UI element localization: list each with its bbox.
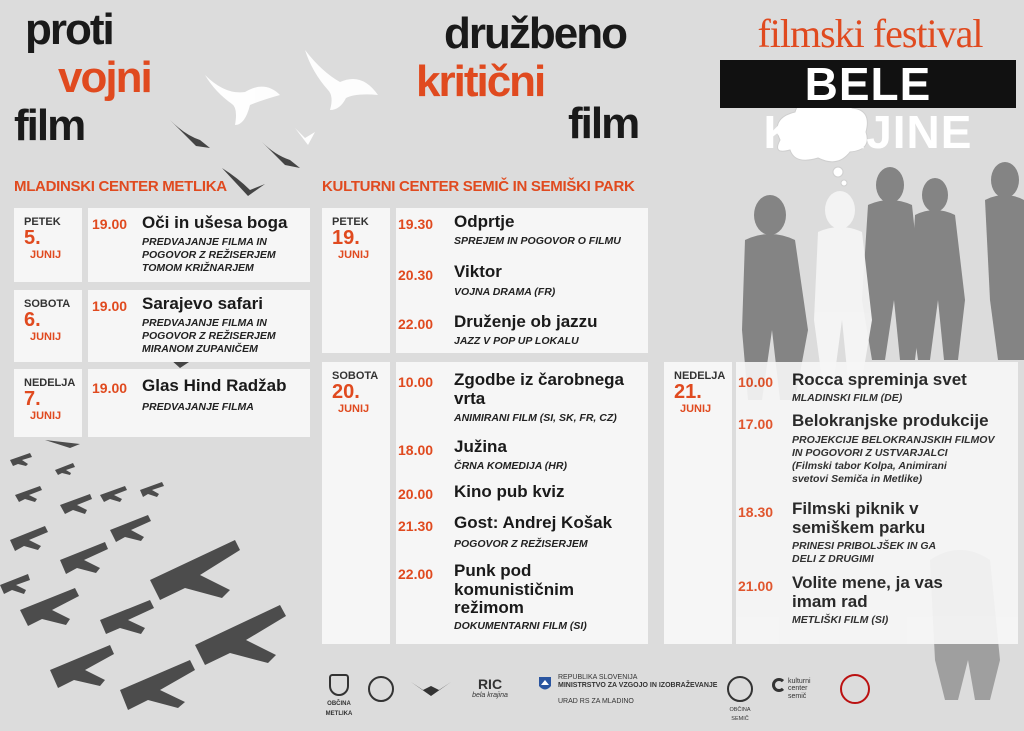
stamp-icon [840,674,870,704]
event-title: Rocca spreminja svet [792,370,967,389]
day-card [322,208,390,353]
event-description: PREDVAJANJE FILMA IN POGOVOR Z REŽISERJEM MIRANOM ZUPANIČEM [142,317,276,356]
event-time: 20.30 [398,267,434,283]
event-description: ANIMIRANI FILM (SI, SK, FR, CZ) [454,412,617,424]
wings-icon [409,676,453,702]
logo-republika: REPUBLIKA SLOVENIJA [558,674,638,681]
event-time: 10.00 [738,374,774,390]
event-time: 21.30 [398,518,434,534]
event-title: Druženje ob jazzu [454,312,598,331]
event-title: Sarajevo safari [142,294,263,313]
plane-icon [120,660,195,710]
event-description: POGOVOR Z REŽISERJEM [454,538,588,550]
logo-label: OBČINA METLIKA [325,701,353,717]
event-description: DOKUMENTARNI FILM (SI) [454,620,587,632]
event-description: PRINESI PRIBOLJŠEK IN GA DELI Z DRUGIMI [792,540,937,566]
day-name: PETEK [332,216,369,228]
day-card [14,290,82,362]
plane-icon [20,588,79,626]
day-card [14,208,82,282]
festival-title: filmski festival [757,11,983,56]
event-time: 18.00 [398,442,434,458]
event-time: 19.00 [92,298,128,314]
plane-icon [110,515,151,542]
day-name: SOBOTA [332,370,379,382]
event-time: 22.00 [398,566,434,582]
day-name: SOBOTA [24,298,71,310]
event-card [88,208,310,282]
title-word: kritični [416,57,545,106]
event-title: Filmski piknik v semiškem parku [792,499,926,537]
plane-icon [55,463,75,475]
day-month: JUNIJ [338,403,370,415]
event-card [88,369,310,437]
ornament-icon [368,676,394,702]
plane-icon [0,574,30,594]
event-title: Volite mene, ja vas imam rad [792,573,943,611]
day-month: JUNIJ [30,249,62,261]
plane-icon [45,440,80,448]
logo-obcina-semic [722,676,758,723]
logo-text: kulturni center semič [788,678,811,700]
event-description: SPREJEM IN POGOVOR O FILMU [454,235,621,247]
logo-text: RIC [477,676,503,692]
event-description: JAZZ V POP UP LOKALU [454,335,579,347]
plane-icon [60,542,108,574]
dark-bird-icon [222,168,265,196]
logo-urad: URAD RS ZA MLADINO [558,698,634,706]
day-month: JUNIJ [680,403,712,415]
plane-icon [100,486,127,502]
event-card [88,290,310,362]
white-bird-icon [295,128,315,145]
white-bird-icon [205,75,280,125]
event-time: 21.00 [738,578,774,594]
logo-ministry [538,674,718,706]
event-title: Gost: Andrej Košak [454,513,613,532]
plane-icon [15,486,42,502]
event-time: 18.30 [738,504,774,520]
c-icon [772,678,786,692]
dark-bird-icon [170,120,210,148]
plane-icon [50,645,114,688]
day-name: NEDELJA [674,370,726,382]
logo-ric [470,676,510,700]
title-word: film [568,99,639,148]
event-title: Viktor [454,262,502,281]
event-time: 19.00 [92,216,128,232]
plane-icon [60,494,92,514]
day-month: JUNIJ [30,410,62,422]
day-number: 5. [24,227,41,249]
event-title: Odprtje [454,212,515,231]
event-list [736,362,1018,644]
title-word: film [14,101,85,150]
logo-label: OBČINA SEMIČ [729,707,751,723]
event-description: ČRNA KOMEDIJA (HR) [454,460,567,472]
event-description: PREDVAJANJE FILMA [142,401,254,413]
event-time: 20.00 [398,486,434,502]
slovenia-crest-icon [538,676,552,694]
title-word: vojni [58,53,151,102]
event-time: 17.00 [738,416,774,432]
plane-icon [10,453,32,466]
event-description: METLIŠKI FILM (SI) [792,614,889,626]
dark-bird-icon [262,142,300,168]
day-card [14,369,82,437]
logo-mascot [408,676,454,704]
logo-kulturni-center [772,678,826,700]
plane-icon [195,605,286,665]
plane-icon [150,540,240,600]
event-description: VOJNA DRAMA (FR) [454,286,556,298]
day-name: PETEK [24,216,61,228]
logo-sub: bela krajina [472,692,508,700]
crest-icon [727,676,753,702]
day-number: 7. [24,388,41,410]
day-number: 21. [674,381,702,403]
festival-subtitle: BELE KRAJINE [720,60,1016,108]
plane-icon [100,600,154,634]
logo-museum [364,676,398,704]
day-month: JUNIJ [338,249,370,261]
event-time: 10.00 [398,374,434,390]
day-name: NEDELJA [24,377,76,389]
venue-semic: KULTURNI CENTER SEMIČ IN SEMIŠKI PARK [322,178,635,195]
event-title: Južina [454,437,507,456]
day-month: JUNIJ [30,331,62,343]
event-time: 22.00 [398,316,434,332]
event-list [396,208,648,353]
event-time: 19.30 [398,216,434,232]
logo-obcina-metlika [322,674,356,718]
day-card [322,362,390,644]
event-title: Belokranjske produkcije [792,411,989,430]
logo-ministrstvo: MINISTRSTVO ZA VZGOJO IN IZOBRAŽEVANJE [558,682,718,690]
day-number: 6. [24,309,41,331]
plane-icon [140,482,164,497]
event-title: Glas Hind Radžab [142,376,287,395]
title-word: družbeno [444,9,626,58]
day-number: 20. [332,381,360,403]
event-title: Oči in ušesa boga [142,213,288,232]
title-word: proti [25,5,113,54]
event-title: Zgodbe iz čarobnega vrta [454,370,625,408]
day-card [664,362,732,644]
event-title: Punk pod komunističnim režimom [454,561,574,618]
event-time: 19.00 [92,380,128,396]
plane-icon [10,526,48,551]
day-number: 19. [332,227,360,249]
event-list [396,362,648,644]
crest-icon [329,674,349,696]
event-description: PREDVAJANJE FILMA IN POGOVOR Z REŽISERJEM TOMOM KRIŽNARJEM [142,236,276,275]
event-description: MLADINSKI FILM (DE) [792,392,903,404]
event-description: PROJEKCIJE BELOKRANJSKIH FILMOV IN POGOVORI Z USTVARJALCI (Filmski tabor Kolpa, Animirani svetovi Semiča in Metlike) [792,434,995,486]
white-bird-icon [305,50,378,110]
logo-stamp [838,674,872,706]
venue-metlika: MLADINSKI CENTER METLIKA [14,178,227,195]
event-title: Kino pub kviz [454,482,565,501]
